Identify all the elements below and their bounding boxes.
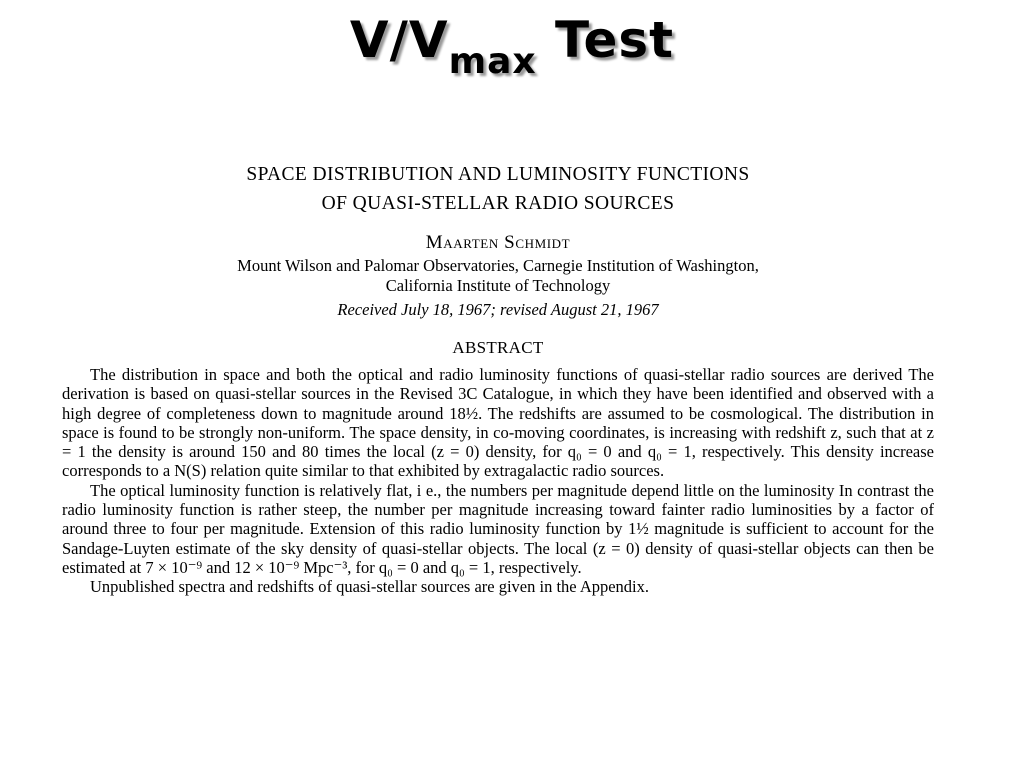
- slide-title-main: V/V: [349, 11, 449, 69]
- paper-title-line-1: SPACE DISTRIBUTION AND LUMINOSITY FUNCTIONS: [246, 164, 750, 185]
- abstract-paragraph-1: The distribution in space and both the optical and radio luminosity functions of quasi-stellar radio sources are derived The derivation is based on quasi-stellar sources in the Revised 3C Catalogue, in which they have been identified and observed with a high degree of completeness down to magnitude around 18½. The redshifts are assumed to be cosmological. The distribution in space is found to be strongly non-uniform. The space density, in co-moving coordinates, is increasing with redshift z, such that at z = 1 the density is around 150 and 80 times the local (z = 0) density, for q₀ = 0 and q₀ = 1, respectively. This density increase corresponds to a N(S) relation quite similar to that exhibited by extragalactic radio sources.: [62, 365, 934, 481]
- abstract-body: [62, 365, 934, 597]
- paper-affiliation-line-2: California Institute of Technology: [385, 276, 611, 295]
- abstract-paragraph-2: The optical luminosity function is relatively flat, i e., the numbers per magnitude depend little on the luminosity In contrast the radio luminosity function is rather steep, the number per magnitude increasing toward fainter radio luminosities by a factor of around three to four per magnitude. Extension of this radio luminosity function by 1½ magnitude is sufficient to account for the Sandage-Luyten estimate of the sky density of quasi-stellar objects. The local (z = 0) density of quasi-stellar objects can then be estimated at 7 × 10⁻⁹ and 12 × 10⁻⁹ Mpc⁻³, for q₀ = 0 and q₀ = 1, respectively.: [62, 480, 934, 577]
- paper-author-name: Maarten Schmidt: [425, 232, 571, 253]
- abstract-heading: ABSTRACT: [452, 338, 544, 357]
- paper-author: [62, 230, 934, 256]
- paper-title-line-2: OF QUASI-STELLAR RADIO SOURCES: [321, 193, 675, 214]
- paper-affiliation-line-1: Mount Wilson and Palomar Observatories, Carnegie Institution of Washington,: [237, 256, 759, 275]
- paper-title: [62, 160, 934, 218]
- slide-title-suffix: Test: [536, 11, 675, 69]
- paper-clipping: [62, 160, 934, 597]
- paper-received-date: Received July 18, 1967; revised August 21, 1967: [337, 300, 659, 319]
- slide-title: [0, 10, 1024, 83]
- abstract-paragraph-3: Unpublished spectra and redshifts of quasi-stellar sources are given in the Appendix.: [90, 577, 650, 597]
- slide-title-subscript: max: [448, 41, 537, 83]
- paper-affiliation: [62, 256, 934, 296]
